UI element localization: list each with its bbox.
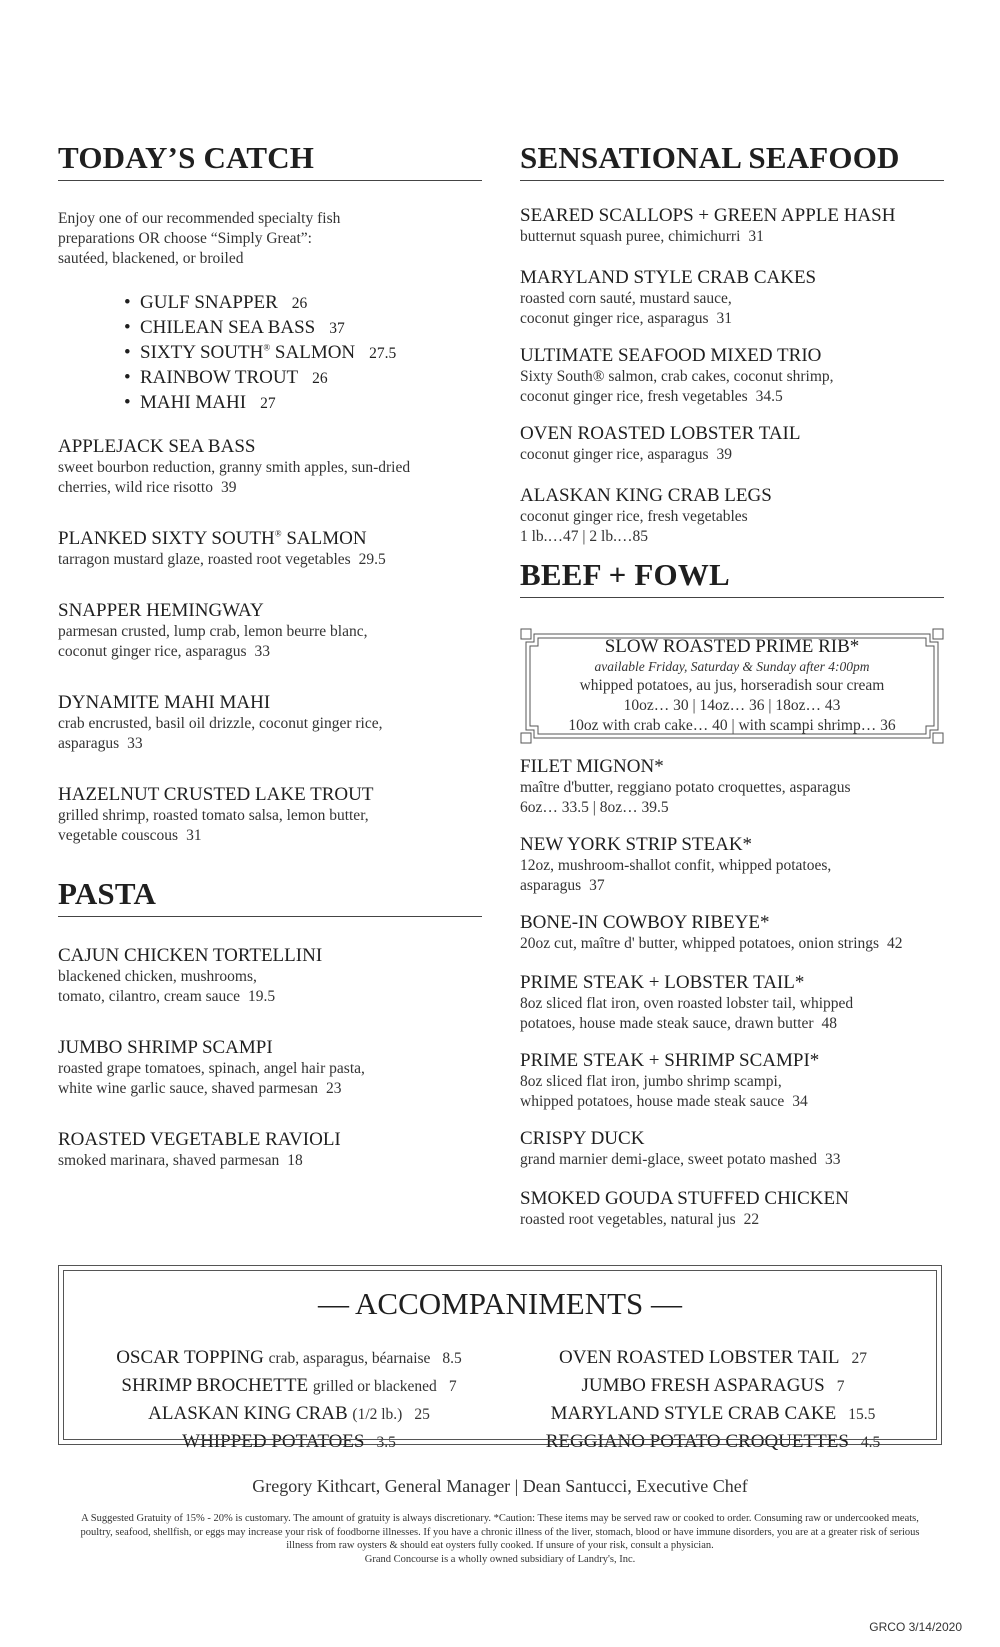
menu-item: OVEN ROASTED LOBSTER TAIL coconut ginger rice, asparagus 39 [520,423,801,463]
list-item: • RAINBOW TROUT 26 [124,367,328,388]
list-item: SHRIMP BROCHETTE grilled or blackened 7 [121,1375,457,1396]
menu-item: ROASTED VEGETABLE RAVIOLI smoked marinara, shaved parmesan 18 [58,1129,341,1169]
pasta-title: PASTA [58,876,482,917]
list-item: OSCAR TOPPING crab, asparagus, béarnaise 8.5 [116,1347,462,1368]
left-column [58,140,482,1171]
menu-item: APPLEJACK SEA BASS sweet bourbon reduction, granny smith apples, sun-dried cherries, wild rice risotto 39 [58,436,411,496]
menu-item: FILET MIGNON* maître d'butter, reggiano potato croquettes, asparagus 6oz… 33.5 | 8oz… 39.5 [520,756,851,816]
list-item: JUMBO FRESH ASPARAGUS 7 [581,1375,845,1396]
list-item: • GULF SNAPPER 26 [124,292,308,313]
prime-rib-content [520,636,944,736]
menu-item: PRIME STEAK + SHRIMP SCAMPI* 8oz sliced flat iron, jumbo shrimp scampi, whipped potatoes, house made steak sauce 34 [520,1050,820,1110]
subsidiary-text: Grand Concourse is a wholly owned subsidiary of Landry's, Inc. [364,1553,636,1565]
list-item: WHIPPED POTATOES 3.5 [182,1431,396,1452]
menu-item: BONE-IN COWBOY RIBEYE* 20oz cut, maître d' butter, whipped potatoes, onion strings 42 [520,912,903,952]
fish-list [124,291,482,416]
menu-item: SEARED SCALLOPS + GREEN APPLE HASH butternut squash puree, chimichurri 31 [520,205,896,245]
todays-catch-intro: Enjoy one of our recommended specialty fish preparations OR choose “Simply Great”: sautéed, blackened, or broiled [58,210,341,267]
list-item: • CHILEAN SEA BASS 37 [124,317,345,338]
list-item: ALASKAN KING CRAB (1/2 lb.) 25 [148,1403,430,1424]
prime-rib-availability: available Friday, Saturday & Sunday after 4:00pm [594,659,870,674]
menu-item: PLANKED SIXTY SOUTH® SALMON tarragon mustard glaze, roasted root vegetables 29.5 [58,528,386,568]
prime-rib-title: SLOW ROASTED PRIME RIB* [604,636,860,657]
list-item: • MAHI MAHI 27 [124,392,276,413]
menu-item: SMOKED GOUDA STUFFED CHICKEN roasted root vegetables, natural jus 22 [520,1188,849,1228]
accompaniments-box [58,1265,942,1452]
prime-rib-box [520,628,944,744]
list-item: REGGIANO POTATO CROQUETTES 4.5 [545,1431,881,1452]
disclaimer [80,1512,920,1566]
menu-item: ULTIMATE SEAFOOD MIXED TRIO Sixty South® salmon, crab cakes, coconut shrimp, coconut ginger rice, fresh vegetables 34.5 [520,345,834,405]
menu-item: JUMBO SHRIMP SCAMPI roasted grape tomatoes, spinach, angel hair pasta, white wine garlic sauce, shaved parmesan 23 [58,1037,365,1097]
menu-item: PRIME STEAK + LOBSTER TAIL* 8oz sliced flat iron, oven roasted lobster tail, whipped potatoes, house made steak sauce, drawn butter 48 [520,972,854,1032]
seafood-title: SENSATIONAL SEAFOOD [520,140,944,181]
menu-item: SNAPPER HEMINGWAY parmesan crusted, lump crab, lemon beurre blanc, coconut ginger rice, asparagus 33 [58,600,368,660]
list-item: • SIXTY SOUTH® SALMON 27.5 [124,342,397,363]
accompaniments-left [79,1344,499,1456]
staff-credits: Gregory Kithcart, General Manager | Dean Santucci, Executive Chef [252,1476,748,1496]
list-item: MARYLAND STYLE CRAB CAKE 15.5 [550,1403,876,1424]
todays-catch-title: TODAY’S CATCH [58,140,482,181]
list-item: OVEN ROASTED LOBSTER TAIL 27 [559,1347,867,1368]
menu-item: NEW YORK STRIP STEAK* 12oz, mushroom-shallot confit, whipped potatoes, asparagus 37 [520,834,832,894]
accompaniments-title: — ACCOMPANIMENTS — [317,1286,683,1321]
menu-item: ALASKAN KING CRAB LEGS coconut ginger rice, fresh vegetables 1 lb.…47 | 2 lb.…85 [520,485,772,545]
menu-item: MARYLAND STYLE CRAB CAKES roasted corn sauté, mustard sauce, coconut ginger rice, asparagus 31 [520,267,817,327]
menu-item: DYNAMITE MAHI MAHI crab encrusted, basil oil drizzle, coconut ginger rice, asparagus 33 [58,692,383,752]
prime-rib-addons: 10oz with crab cake… 40 | with scampi shrimp… 36 [568,717,896,734]
menu-item: CRISPY DUCK grand marnier demi-glace, sweet potato mashed 33 [520,1128,841,1168]
menu-item: HAZELNUT CRUSTED LAKE TROUT grilled shrimp, roasted tomato salsa, lemon butter, vegetable couscous 31 [58,784,374,844]
beef-fowl-items [520,756,960,1230]
right-column [520,140,944,598]
disclaimer-text: A Suggested Gratuity of 15% - 20% is customary. The amount of gratuity is always discretionary. *Caution: These items may be served raw or cooked to order. Consuming raw or undercooked meats, poultry, seafood, shellfish, or eggs may increase your risk of foodborne illnesses. If you have a chronic illness of the liver, stomach, blood or have immune disorders, you are at a greater risk of serious illness from raw oysters & should eat oysters fully cooked. If unsure of your risk, consult a physician. [80,1513,920,1551]
accompaniments-right [503,1344,923,1456]
prime-rib-sizes: 10oz… 30 | 14oz… 36 | 18oz… 43 [623,697,841,714]
prime-rib-desc: whipped potatoes, au jus, horseradish sour cream [579,677,885,694]
beef-fowl-title: BEEF + FOWL [520,557,944,598]
menu-code: GRCO 3/14/2020 [869,1620,962,1634]
menu-item: CAJUN CHICKEN TORTELLINI blackened chicken, mushrooms, tomato, cilantro, cream sauce 19.5 [58,945,323,1005]
